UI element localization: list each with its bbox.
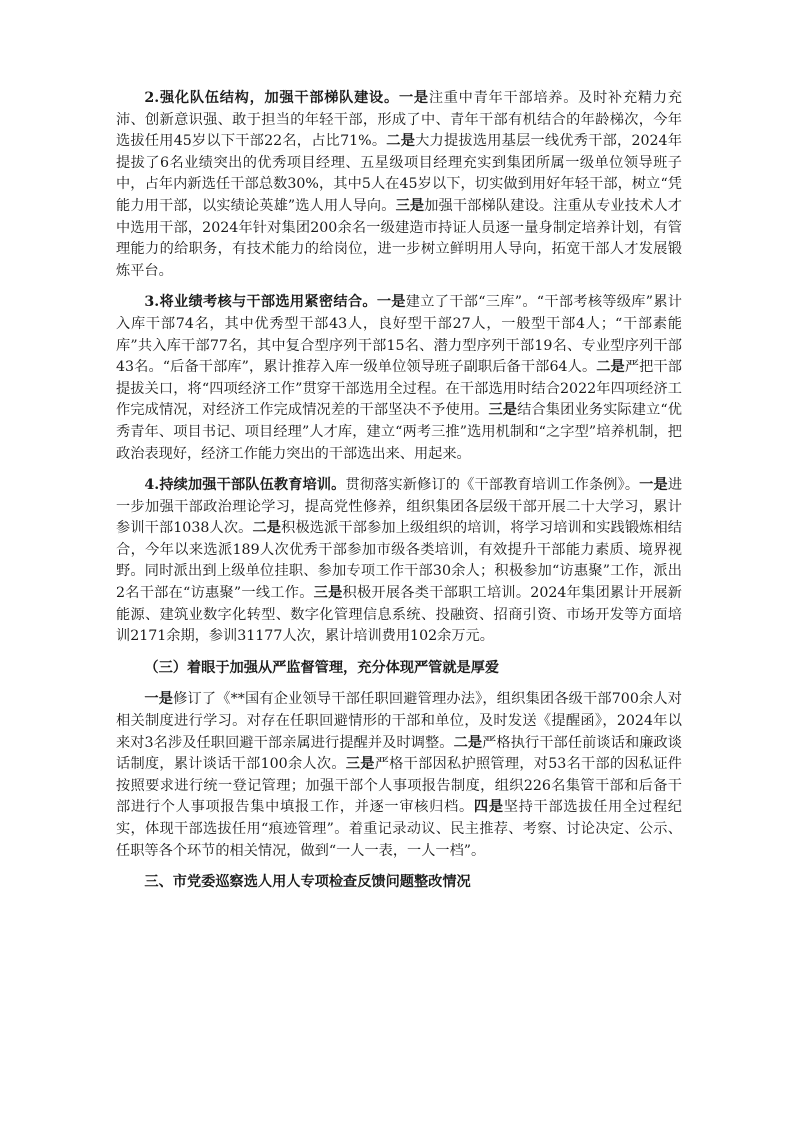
- bold-text-segment: 一是: [639, 477, 668, 494]
- paragraph-team-structure: [116, 88, 682, 282]
- document-body: [116, 88, 682, 894]
- bold-text-segment: 3.将业绩考核与干部选用紧密结合。: [144, 294, 377, 311]
- text-segment: 进一步加强干部政治理论学习，提高党性修养，组织集团各层级干部开展二十大学习，累计参训干部1038人次。: [116, 477, 683, 537]
- bold-text-segment: 三是: [395, 197, 425, 214]
- bold-text-segment: 二是: [596, 359, 625, 376]
- bold-text-segment: 2.强化队伍结构，加强干部梯队建设。: [144, 90, 399, 106]
- paragraph-education-training: [116, 475, 682, 648]
- section-heading-supervision: （三）着眼于加强从严监督管理，充分体现严管就是厚爱: [144, 659, 500, 676]
- bold-text-segment: 三是: [313, 585, 343, 602]
- text-segment: 积极开展各类干部职工培训。2024年集团累计开展新能源、建筑业数字化转型、数字化管理信息系统、投融资、招商引资、市场开发等方面培训2171余期，参训31177人次，累计培训费用102余万元。: [116, 585, 682, 645]
- bold-text-segment: 三是: [488, 402, 518, 419]
- bold-text-segment: 一是: [144, 691, 174, 708]
- paragraph-performance-assessment: [116, 292, 682, 465]
- text-segment: 严格执行干部任前谈话和廉政谈话制度，累计谈话干部100余人次。: [116, 734, 682, 773]
- bold-text-segment: 4.持续加强干部队伍教育培训。: [144, 477, 346, 494]
- text-segment: 注重中青年干部培养。及时补充精力充沛、创新意识强、敢于担当的年轻干部，形成了中、青年干部有机结合的年龄梯次，今年选拔任用45岁以下干部22名，占比71%。: [116, 90, 682, 150]
- text-segment: 严把干部提拔关口，将“四项经济工作”贯穿干部选用全过程。在干部选用时结合2022年四项经济工作完成情况，对经济工作完成情况差的干部坚决不予使用。: [116, 359, 682, 419]
- text-segment: 坚持干部选拔任用全过程纪实，体现干部选拔任用“痕迹管理”。着重记录动议、民主推荐、考察、讨论决定、公示、任职等各个环节的相关情况，做到“一人一表，一人一档”。: [116, 799, 682, 859]
- text-segment: 结合集团业务实际建立“优秀青年、项目书记、项目经理”人才库，建立“两考三推”选用机制和“之字型”培养机制，把政治表现好，经济工作能力突出的干部选出来、用起来。: [116, 402, 682, 462]
- text-segment: 严格干部因私护照管理，对53名干部的因私证件按照要求进行统一登记管理；加强干部个人事项报告制度，组织226名集管干部和后备干部进行个人事项报告集中填报工作，并逐一审核归档。: [116, 756, 682, 816]
- text-segment: 加强干部梯队建设。注重从专业技术人才中选用干部，2024年针对集团200余名一级建造市持证人员逐一量身制定培养计划，有管理能力的给职务，有技术能力的给岗位，进一步树立鲜明用人导向，拓宽干部人才发展锻炼平台。: [116, 197, 682, 279]
- text-segment: 建立了干部“三库”。“干部考核等级库”累计入库干部74名，其中优秀型干部43人，良好型干部27人，一般型干部4人；“干部素能库”共入库干部77名，其中复合型序列干部15名、潜力型序列干部19名、专业型序列干部43名。“后备干部库”，累计推荐入库一级单位领导班子副职后备干部64人。: [116, 294, 682, 376]
- text-segment: 大力提拔选用基层一线优秀干部，2024年提拔了6名业绩突出的优秀项目经理、五星级项目经理充实到集团所属一级单位领导班子中，占年内新选任干部总数30%，其中5人在45岁以下，切实做到用好年轻干部，树立“凭能力用干部，以实绩论英雄”选人用人导向。: [116, 133, 682, 214]
- bold-text-segment: 四是: [473, 799, 504, 816]
- bold-text-segment: 二是: [386, 133, 416, 150]
- text-segment: 贯彻落实新修订的《干部教育培训工作条例》。: [345, 477, 640, 494]
- bold-text-segment: 一是: [376, 294, 406, 311]
- bold-text-segment: 二是: [252, 520, 282, 537]
- chapter-heading-inspection: 三、市党委巡察选人用人专项检查反馈问题整改情况: [144, 874, 471, 891]
- bold-text-segment: 一是: [398, 90, 429, 106]
- bold-text-segment: 三是: [345, 756, 375, 773]
- text-segment: 积极选派干部参加上级组织的培训，将学习培训和实践锻炼相结合，今年以来选派189人次优秀干部参加市级各类培训，有效提升干部能力素质、境界视野。同时派出到上级单位挂职、参加专项工作干部30余人；积极参加“访惠聚”工作，派出2名干部在“访惠聚”一线工作。: [116, 520, 682, 602]
- text-segment: 修订了《**国有企业领导干部任职回避管理办法》，组织集团各级干部700余人对相关制度进行学习。对存在任职回避情形的干部和单位，及时发送《提醒函》，2024年以来对3名涉及任职回避干部亲属进行提醒并及时调整。: [116, 691, 682, 751]
- paragraph-supervision: [116, 689, 682, 862]
- bold-text-segment: 二是: [453, 734, 483, 751]
